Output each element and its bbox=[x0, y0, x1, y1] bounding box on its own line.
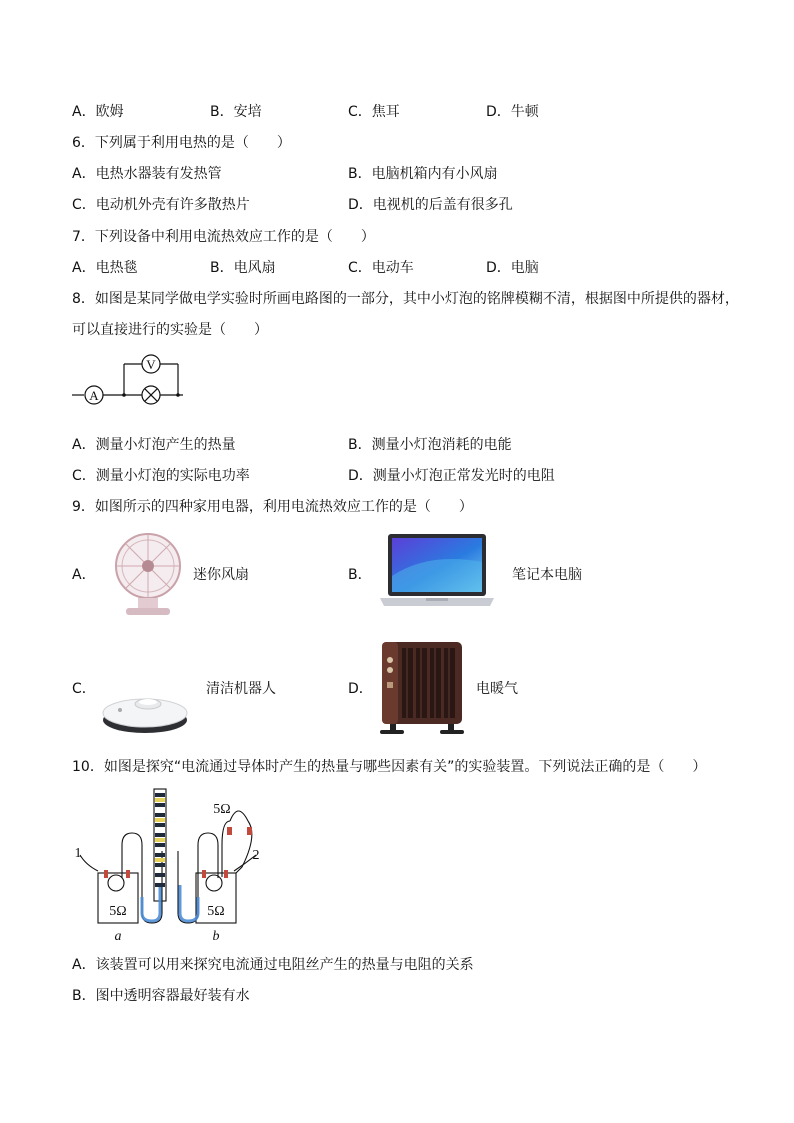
q6-option-a: A．电热水器装有发热管 bbox=[72, 166, 222, 182]
q10-stem: 10．如图是探究“电流通过导体时产生的热量与哪些因素有关”的实验装置。下列说法正确的是（ ） bbox=[72, 759, 707, 775]
q9-option-c-name: 清洁机器人 bbox=[206, 681, 276, 697]
q7-option-d: D．电脑 bbox=[486, 260, 539, 276]
electric-heater-image bbox=[376, 638, 468, 738]
q5-option-d: D．牛顿 bbox=[486, 104, 539, 120]
q9-stem: 9．如图所示的四种家用电器，利用电流热效应工作的是（ ） bbox=[72, 499, 473, 515]
q10-option-a: A．该装置可以用来探究电流通过电阻丝产生的热量与电阻的关系 bbox=[72, 957, 474, 973]
q8-stem-line1: 8．如图是某同学做电学实验时所画电路图的一部分，其中小灯泡的铭牌模糊不清，根据图中所提供的器材， bbox=[72, 291, 739, 307]
label-a: a bbox=[114, 929, 122, 944]
q7-option-c: C．电动车 bbox=[348, 260, 414, 276]
q9-option-a-letter: A． bbox=[72, 567, 96, 583]
q8-circuit-diagram bbox=[70, 350, 190, 410]
q8-stem-line2: 可以直接进行的实验是（ ） bbox=[72, 322, 268, 338]
ammeter-label: A bbox=[89, 388, 99, 403]
q5-option-c: C．焦耳 bbox=[348, 104, 400, 120]
q8-option-c: C．测量小灯泡的实际电功率 bbox=[72, 468, 250, 484]
q6-option-d: D．电视机的后盖有很多孔 bbox=[348, 197, 513, 213]
q10-apparatus-diagram bbox=[70, 785, 270, 945]
q7-option-b: B．电风扇 bbox=[210, 260, 276, 276]
q5-option-b: B．安培 bbox=[210, 104, 262, 120]
q9-option-d-letter: D． bbox=[348, 681, 373, 697]
cleaning-robot-image bbox=[100, 680, 190, 740]
left-resistor-label: 5Ω bbox=[109, 904, 127, 919]
q9-option-a-name: 迷你风扇 bbox=[193, 567, 249, 583]
top-resistor-label: 5Ω bbox=[213, 802, 231, 817]
q9-option-b-letter: B． bbox=[348, 567, 372, 583]
q9-option-d-name: 电暖气 bbox=[476, 681, 518, 697]
q8-option-b: B．测量小灯泡消耗的电能 bbox=[348, 437, 512, 453]
q6-option-b: B．电脑机箱内有小风扇 bbox=[348, 166, 498, 182]
mini-fan-image bbox=[108, 528, 188, 620]
q10-option-b: B．图中透明容器最好装有水 bbox=[72, 988, 250, 1004]
q6-stem: 6．下列属于利用电热的是（ ） bbox=[72, 135, 291, 151]
q7-stem: 7．下列设备中利用电流热效应工作的是（ ） bbox=[72, 229, 375, 245]
q7-option-a: A．电热毯 bbox=[72, 260, 138, 276]
q8-option-a: A．测量小灯泡产生的热量 bbox=[72, 437, 236, 453]
right-resistor-label: 5Ω bbox=[207, 904, 225, 919]
voltmeter-label: V bbox=[146, 357, 156, 372]
q8-option-d: D．测量小灯泡正常发光时的电阻 bbox=[348, 468, 555, 484]
q6-option-c: C．电动机外壳有许多散热片 bbox=[72, 197, 250, 213]
laptop-image bbox=[378, 532, 496, 612]
q5-option-a: A．欧姆 bbox=[72, 104, 124, 120]
label-b: b bbox=[212, 929, 220, 944]
q9-option-c-letter: C． bbox=[72, 681, 96, 697]
q9-option-b-name: 笔记本电脑 bbox=[512, 567, 582, 583]
label-2: 2 bbox=[252, 848, 260, 863]
label-1: 1 bbox=[74, 846, 82, 861]
